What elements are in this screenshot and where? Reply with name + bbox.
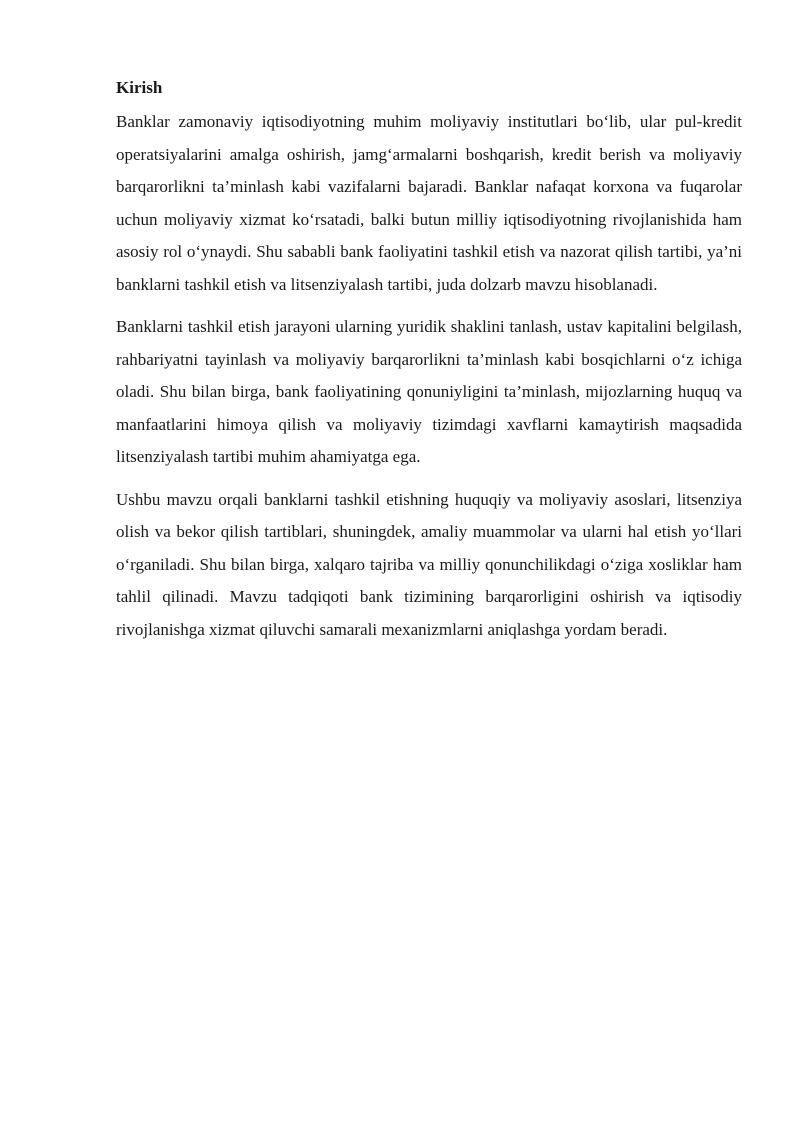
paragraph-2: Banklarni tashkil etish jarayoni ularning yuridik shaklini tanlash, ustav kapitalini belgilash, rahbariyatni tayinlash va moliyaviy barqarorlikni ta’minlash kabi bosqichlarni o‘z ichiga oladi. Shu bilan birga, bank faoliyatining qonuniyligini ta’minlash, mijozlarning huquq va manfaatlarini himoya qilish va moliyaviy tizimdagi xavflarni kamaytirish maqsadida litsenziyalash tartibi muhim ahamiyatga ega. bbox=[116, 317, 742, 466]
document-body bbox=[116, 74, 742, 656]
section-heading: Kirish bbox=[116, 78, 163, 97]
paragraph-3: Ushbu mavzu orqali banklarni tashkil etishning huquqiy va moliyaviy asoslari, litsenziya olish va bekor qilish tartiblari, shuningdek, amaliy muammolar va ularni hal etish yo‘llari o‘rganiladi. Shu bilan birga, xalqaro tajriba va milliy qonunchilikdagi o‘ziga xosliklar ham tahlil qilinadi. Mavzu tadqiqoti bank tizimining barqarorligini oshirish va iqtisodiy rivojlanishga xizmat qiluvchi samarali mexanizmlarni aniqlashga yordam beradi. bbox=[116, 489, 742, 639]
paragraph-1: Banklar zamonaviy iqtisodiyotning muhim moliyaviy institutlari bo‘lib, ular pul-kredit operatsiyalarini amalga oshirish, jamg‘armalarni boshqarish, kredit berish va moliyaviy barqarorlikni ta’minlash kabi vazifalarni bajaradi. Banklar nafaqat korxona va fuqarolar uchun moliyaviy xizmat ko‘rsatadi, balki butun milliy iqtisodiyotning rivojlanishida ham asosiy rol o‘ynaydi. Shu sababli bank faoliyatini tashkil etish va nazorat qilish tartibi, ya’ni banklarni tashkil etish va litsenziyalash tartibi, juda dolzarb mavzu hisoblanadi. bbox=[116, 112, 742, 294]
